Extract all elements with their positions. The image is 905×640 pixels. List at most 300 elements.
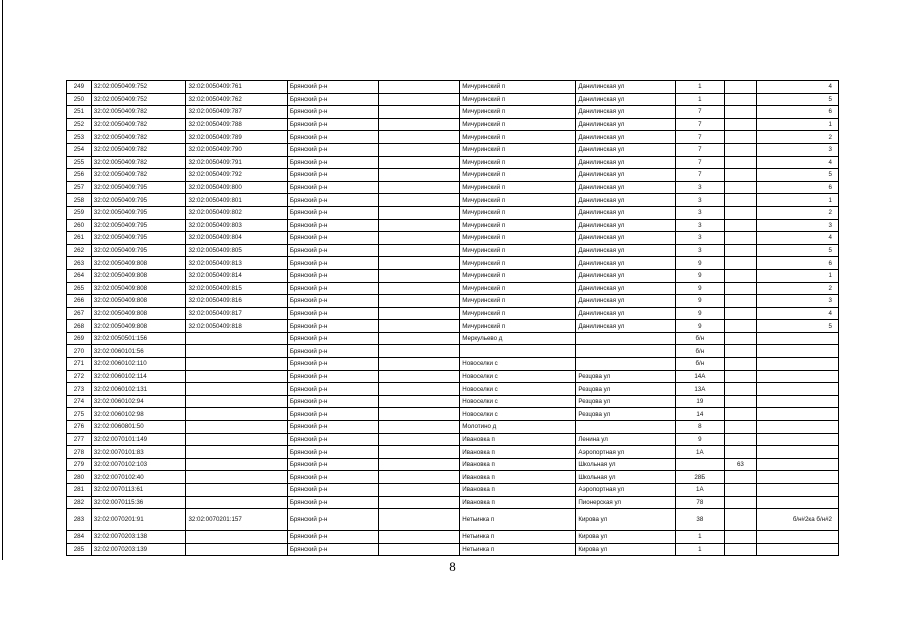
settlement: Ивановка п xyxy=(460,471,576,484)
street: Данилинская ул xyxy=(576,93,675,106)
room-cadastral-number: 32:02:0050409:787 xyxy=(186,106,287,119)
settlement: Мичуринский п xyxy=(460,320,576,333)
room-cadastral-number: 32:02:0050409:818 xyxy=(186,320,287,333)
building-number xyxy=(725,269,757,282)
table-row xyxy=(67,395,839,408)
house-number: 7 xyxy=(675,131,725,144)
street: Данилинская ул xyxy=(576,307,675,320)
table-row xyxy=(67,156,839,169)
district: Брянский р-н xyxy=(287,194,378,207)
table-row xyxy=(67,257,839,270)
settlement: Новоселки с xyxy=(460,358,576,371)
flat-number xyxy=(756,446,838,459)
house-number: 1А xyxy=(675,484,725,497)
empty-cell xyxy=(379,496,460,509)
street: Резцова ул xyxy=(576,370,675,383)
row-number: 278 xyxy=(67,446,92,459)
room-cadastral-number xyxy=(186,531,287,544)
building-number xyxy=(725,282,757,295)
empty-cell xyxy=(379,509,460,531)
building-number xyxy=(725,106,757,119)
street: Данилинская ул xyxy=(576,131,675,144)
house-number: 1 xyxy=(675,81,725,94)
row-number: 253 xyxy=(67,131,92,144)
room-cadastral-number xyxy=(186,408,287,421)
table-row xyxy=(67,295,839,308)
street: Школьная ул xyxy=(576,458,675,471)
flat-number: 5 xyxy=(756,244,838,257)
street: Данилинская ул xyxy=(576,106,675,119)
settlement: Нетьинка п xyxy=(460,531,576,544)
empty-cell xyxy=(379,194,460,207)
cadastral-number: 32:02:0050409:808 xyxy=(91,320,186,333)
empty-cell xyxy=(379,181,460,194)
building-number xyxy=(725,471,757,484)
street: Данилинская ул xyxy=(576,295,675,308)
cadastral-number: 32:02:0050409:808 xyxy=(91,307,186,320)
flat-number xyxy=(756,531,838,544)
room-cadastral-number: 32:02:0050409:802 xyxy=(186,206,287,219)
house-number: 78 xyxy=(675,496,725,509)
table-row xyxy=(67,370,839,383)
street: Данилинская ул xyxy=(576,269,675,282)
settlement: Мичуринский п xyxy=(460,106,576,119)
settlement: Мичуринский п xyxy=(460,93,576,106)
room-cadastral-number xyxy=(186,358,287,371)
empty-cell xyxy=(379,358,460,371)
settlement: Ивановка п xyxy=(460,484,576,497)
registry-table-body xyxy=(67,81,839,556)
room-cadastral-number: 32:02:0050409:804 xyxy=(186,232,287,245)
empty-cell xyxy=(379,143,460,156)
cadastral-number: 32:02:0050409:808 xyxy=(91,257,186,270)
room-cadastral-number xyxy=(186,471,287,484)
settlement: Мичуринский п xyxy=(460,169,576,182)
district: Брянский р-н xyxy=(287,106,378,119)
cadastral-number: 32:02:0050409:752 xyxy=(91,81,186,94)
house-number: 1 xyxy=(675,531,725,544)
district: Брянский р-н xyxy=(287,282,378,295)
settlement: Новоселки с xyxy=(460,408,576,421)
house-number: 7 xyxy=(675,169,725,182)
flat-number: 3 xyxy=(756,295,838,308)
room-cadastral-number: 32:02:0050409:761 xyxy=(186,81,287,94)
house-number: 7 xyxy=(675,156,725,169)
house-number: б/н xyxy=(675,358,725,371)
house-number: 1А xyxy=(675,446,725,459)
room-cadastral-number xyxy=(186,446,287,459)
flat-number: 3 xyxy=(756,143,838,156)
building-number xyxy=(725,345,757,358)
district: Брянский р-н xyxy=(287,81,378,94)
district: Брянский р-н xyxy=(287,118,378,131)
district: Брянский р-н xyxy=(287,307,378,320)
settlement: Нетьинка п xyxy=(460,543,576,556)
room-cadastral-number xyxy=(186,484,287,497)
settlement: Мичуринский п xyxy=(460,269,576,282)
row-number: 257 xyxy=(67,181,92,194)
house-number: 9 xyxy=(675,320,725,333)
house-number: 13А xyxy=(675,383,725,396)
street xyxy=(576,421,675,434)
flat-number xyxy=(756,345,838,358)
table-row xyxy=(67,269,839,282)
table-row xyxy=(67,543,839,556)
flat-number: 1 xyxy=(756,194,838,207)
table-row xyxy=(67,509,839,531)
building-number xyxy=(725,332,757,345)
building-number xyxy=(725,232,757,245)
cadastral-number: 32:02:0050409:752 xyxy=(91,93,186,106)
empty-cell xyxy=(379,332,460,345)
row-number: 271 xyxy=(67,358,92,371)
house-number: 1 xyxy=(675,543,725,556)
house-number: 9 xyxy=(675,282,725,295)
settlement: Мичуринский п xyxy=(460,282,576,295)
flat-number: б/н#2ка б/н#2 xyxy=(756,509,838,531)
room-cadastral-number: 32:02:0050409:789 xyxy=(186,131,287,144)
room-cadastral-number xyxy=(186,370,287,383)
district: Брянский р-н xyxy=(287,320,378,333)
empty-cell xyxy=(379,421,460,434)
room-cadastral-number xyxy=(186,433,287,446)
table-row xyxy=(67,307,839,320)
empty-cell xyxy=(379,206,460,219)
row-number: 266 xyxy=(67,295,92,308)
row-number: 265 xyxy=(67,282,92,295)
empty-cell xyxy=(379,484,460,497)
settlement: Мичуринский п xyxy=(460,131,576,144)
street: Кирова ул xyxy=(576,543,675,556)
building-number xyxy=(725,358,757,371)
house-number: 3 xyxy=(675,206,725,219)
row-number: 277 xyxy=(67,433,92,446)
house-number: 3 xyxy=(675,219,725,232)
district: Брянский р-н xyxy=(287,181,378,194)
district: Брянский р-н xyxy=(287,169,378,182)
flat-number xyxy=(756,471,838,484)
table-row xyxy=(67,106,839,119)
district: Брянский р-н xyxy=(287,446,378,459)
flat-number xyxy=(756,496,838,509)
table-row xyxy=(67,232,839,245)
building-number xyxy=(725,295,757,308)
cadastral-number: 32:02:0070101:83 xyxy=(91,446,186,459)
room-cadastral-number: 32:02:0050409:800 xyxy=(186,181,287,194)
row-number: 285 xyxy=(67,543,92,556)
house-number: 9 xyxy=(675,269,725,282)
empty-cell xyxy=(379,543,460,556)
street: Резцова ул xyxy=(576,383,675,396)
cadastral-number: 32:02:0060101:56 xyxy=(91,345,186,358)
flat-number: 5 xyxy=(756,93,838,106)
table-row xyxy=(67,320,839,333)
table-row xyxy=(67,332,839,345)
row-number: 280 xyxy=(67,471,92,484)
district: Брянский р-н xyxy=(287,496,378,509)
room-cadastral-number: 32:02:0050409:817 xyxy=(186,307,287,320)
street: Данилинская ул xyxy=(576,81,675,94)
empty-cell xyxy=(379,446,460,459)
table-row xyxy=(67,194,839,207)
street: Резцова ул xyxy=(576,408,675,421)
building-number xyxy=(725,484,757,497)
row-number: 272 xyxy=(67,370,92,383)
table-row xyxy=(67,358,839,371)
house-number: 19 xyxy=(675,395,725,408)
district: Брянский р-н xyxy=(287,345,378,358)
building-number xyxy=(725,257,757,270)
cadastral-number: 32:02:0060801:50 xyxy=(91,421,186,434)
street: Аэропортная ул xyxy=(576,484,675,497)
cadastral-number: 32:02:0060102:110 xyxy=(91,358,186,371)
street: Кирова ул xyxy=(576,509,675,531)
empty-cell xyxy=(379,257,460,270)
room-cadastral-number: 32:02:0050409:791 xyxy=(186,156,287,169)
street: Аэропортная ул xyxy=(576,446,675,459)
building-number xyxy=(725,543,757,556)
district: Брянский р-н xyxy=(287,458,378,471)
street: Данилинская ул xyxy=(576,156,675,169)
flat-number xyxy=(756,395,838,408)
building-number xyxy=(725,118,757,131)
flat-number: 4 xyxy=(756,307,838,320)
room-cadastral-number: 32:02:0050409:813 xyxy=(186,257,287,270)
row-number: 281 xyxy=(67,484,92,497)
empty-cell xyxy=(379,370,460,383)
empty-cell xyxy=(379,531,460,544)
empty-cell xyxy=(379,458,460,471)
flat-number: 4 xyxy=(756,156,838,169)
table-row xyxy=(67,118,839,131)
flat-number: 4 xyxy=(756,81,838,94)
row-number: 264 xyxy=(67,269,92,282)
empty-cell xyxy=(379,269,460,282)
empty-cell xyxy=(379,232,460,245)
empty-cell xyxy=(379,169,460,182)
settlement: Меркульево д xyxy=(460,332,576,345)
flat-number xyxy=(756,370,838,383)
room-cadastral-number xyxy=(186,421,287,434)
house-number: 9 xyxy=(675,257,725,270)
district: Брянский р-н xyxy=(287,244,378,257)
table-row xyxy=(67,219,839,232)
street: Кирова ул xyxy=(576,531,675,544)
district: Брянский р-н xyxy=(287,232,378,245)
room-cadastral-number xyxy=(186,332,287,345)
room-cadastral-number xyxy=(186,458,287,471)
flat-number: 5 xyxy=(756,169,838,182)
district: Брянский р-н xyxy=(287,219,378,232)
room-cadastral-number: 32:02:0050409:814 xyxy=(186,269,287,282)
street: Ленина ул xyxy=(576,433,675,446)
house-number: 9 xyxy=(675,307,725,320)
settlement: Новоселки с xyxy=(460,395,576,408)
room-cadastral-number: 32:02:0050409:805 xyxy=(186,244,287,257)
district: Брянский р-н xyxy=(287,484,378,497)
empty-cell xyxy=(379,118,460,131)
cadastral-number: 32:02:0070113:61 xyxy=(91,484,186,497)
district: Брянский р-н xyxy=(287,543,378,556)
empty-cell xyxy=(379,106,460,119)
house-number: 7 xyxy=(675,118,725,131)
cadastral-number: 32:02:0050409:808 xyxy=(91,282,186,295)
district: Брянский р-н xyxy=(287,383,378,396)
empty-cell xyxy=(379,131,460,144)
house-number: 7 xyxy=(675,143,725,156)
table-row xyxy=(67,383,839,396)
table-row xyxy=(67,206,839,219)
settlement: Мичуринский п xyxy=(460,194,576,207)
cadastral-number: 32:02:0060102:98 xyxy=(91,408,186,421)
empty-cell xyxy=(379,408,460,421)
cadastral-number: 32:02:0070102:103 xyxy=(91,458,186,471)
row-number: 252 xyxy=(67,118,92,131)
room-cadastral-number: 32:02:0050409:788 xyxy=(186,118,287,131)
street: Данилинская ул xyxy=(576,232,675,245)
page-border-line xyxy=(2,0,3,560)
settlement: Новоселки с xyxy=(460,383,576,396)
table-row xyxy=(67,81,839,94)
house-number: 14А xyxy=(675,370,725,383)
table-row xyxy=(67,446,839,459)
empty-cell xyxy=(379,244,460,257)
street: Данилинская ул xyxy=(576,257,675,270)
empty-cell xyxy=(379,156,460,169)
house-number: 1 xyxy=(675,93,725,106)
room-cadastral-number: 32:02:0050409:815 xyxy=(186,282,287,295)
house-number: 38 xyxy=(675,509,725,531)
house-number: 14 xyxy=(675,408,725,421)
district: Брянский р-н xyxy=(287,370,378,383)
cadastral-number: 32:02:0070102:40 xyxy=(91,471,186,484)
row-number: 263 xyxy=(67,257,92,270)
flat-number xyxy=(756,358,838,371)
room-cadastral-number xyxy=(186,383,287,396)
cadastral-number: 32:02:0070115:36 xyxy=(91,496,186,509)
district: Брянский р-н xyxy=(287,358,378,371)
cadastral-number: 32:02:0070203:139 xyxy=(91,543,186,556)
flat-number xyxy=(756,421,838,434)
table-row xyxy=(67,433,839,446)
room-cadastral-number: 32:02:0050409:803 xyxy=(186,219,287,232)
cadastral-number: 32:02:0050409:782 xyxy=(91,143,186,156)
building-number xyxy=(725,181,757,194)
row-number: 255 xyxy=(67,156,92,169)
cadastral-number: 32:02:0070203:138 xyxy=(91,531,186,544)
district: Брянский р-н xyxy=(287,395,378,408)
table-row xyxy=(67,282,839,295)
district: Брянский р-н xyxy=(287,295,378,308)
registry-table xyxy=(66,80,839,556)
house-number: 28Б xyxy=(675,471,725,484)
row-number: 270 xyxy=(67,345,92,358)
building-number xyxy=(725,383,757,396)
room-cadastral-number xyxy=(186,543,287,556)
flat-number: 3 xyxy=(756,219,838,232)
empty-cell xyxy=(379,219,460,232)
settlement: Нетьинка п xyxy=(460,509,576,531)
row-number: 262 xyxy=(67,244,92,257)
room-cadastral-number xyxy=(186,345,287,358)
building-number xyxy=(725,194,757,207)
cadastral-number: 32:02:0050409:795 xyxy=(91,219,186,232)
settlement: Ивановка п xyxy=(460,446,576,459)
flat-number: 6 xyxy=(756,257,838,270)
street xyxy=(576,358,675,371)
street: Пионерская ул xyxy=(576,496,675,509)
row-number: 275 xyxy=(67,408,92,421)
district: Брянский р-н xyxy=(287,156,378,169)
flat-number: 2 xyxy=(756,282,838,295)
building-number xyxy=(725,169,757,182)
flat-number xyxy=(756,332,838,345)
cadastral-number: 32:02:0060102:94 xyxy=(91,395,186,408)
flat-number: 6 xyxy=(756,106,838,119)
room-cadastral-number: 32:02:0050409:790 xyxy=(186,143,287,156)
room-cadastral-number: 32:02:0050409:792 xyxy=(186,169,287,182)
street: Данилинская ул xyxy=(576,143,675,156)
house-number: б/н xyxy=(675,332,725,345)
house-number: 9 xyxy=(675,295,725,308)
flat-number xyxy=(756,433,838,446)
flat-number: 2 xyxy=(756,131,838,144)
flat-number: 5 xyxy=(756,320,838,333)
row-number: 269 xyxy=(67,332,92,345)
room-cadastral-number xyxy=(186,496,287,509)
flat-number xyxy=(756,543,838,556)
building-number: 63 xyxy=(725,458,757,471)
street: Данилинская ул xyxy=(576,194,675,207)
settlement: Ивановка п xyxy=(460,496,576,509)
row-number: 276 xyxy=(67,421,92,434)
building-number xyxy=(725,143,757,156)
room-cadastral-number: 32:02:0070201:157 xyxy=(186,509,287,531)
flat-number: 1 xyxy=(756,118,838,131)
cadastral-number: 32:02:0050409:782 xyxy=(91,156,186,169)
house-number xyxy=(675,458,725,471)
empty-cell xyxy=(379,383,460,396)
table-row xyxy=(67,496,839,509)
table-row xyxy=(67,531,839,544)
table-row xyxy=(67,131,839,144)
room-cadastral-number xyxy=(186,395,287,408)
cadastral-number: 32:02:0050409:808 xyxy=(91,269,186,282)
cadastral-number: 32:02:0050409:782 xyxy=(91,169,186,182)
cadastral-number: 32:02:0050409:795 xyxy=(91,232,186,245)
house-number: 3 xyxy=(675,194,725,207)
settlement: Мичуринский п xyxy=(460,295,576,308)
flat-number: 6 xyxy=(756,181,838,194)
row-number: 282 xyxy=(67,496,92,509)
street: Данилинская ул xyxy=(576,118,675,131)
settlement: Мичуринский п xyxy=(460,156,576,169)
cadastral-number: 32:02:0050409:795 xyxy=(91,206,186,219)
district: Брянский р-н xyxy=(287,269,378,282)
building-number xyxy=(725,433,757,446)
empty-cell xyxy=(379,345,460,358)
flat-number xyxy=(756,408,838,421)
district: Брянский р-н xyxy=(287,531,378,544)
page-number: 8 xyxy=(449,559,456,574)
row-number: 279 xyxy=(67,458,92,471)
room-cadastral-number: 32:02:0050409:816 xyxy=(186,295,287,308)
empty-cell xyxy=(379,433,460,446)
settlement: Мичуринский п xyxy=(460,143,576,156)
house-number: 3 xyxy=(675,181,725,194)
cadastral-number: 32:02:0050409:795 xyxy=(91,181,186,194)
building-number xyxy=(725,131,757,144)
